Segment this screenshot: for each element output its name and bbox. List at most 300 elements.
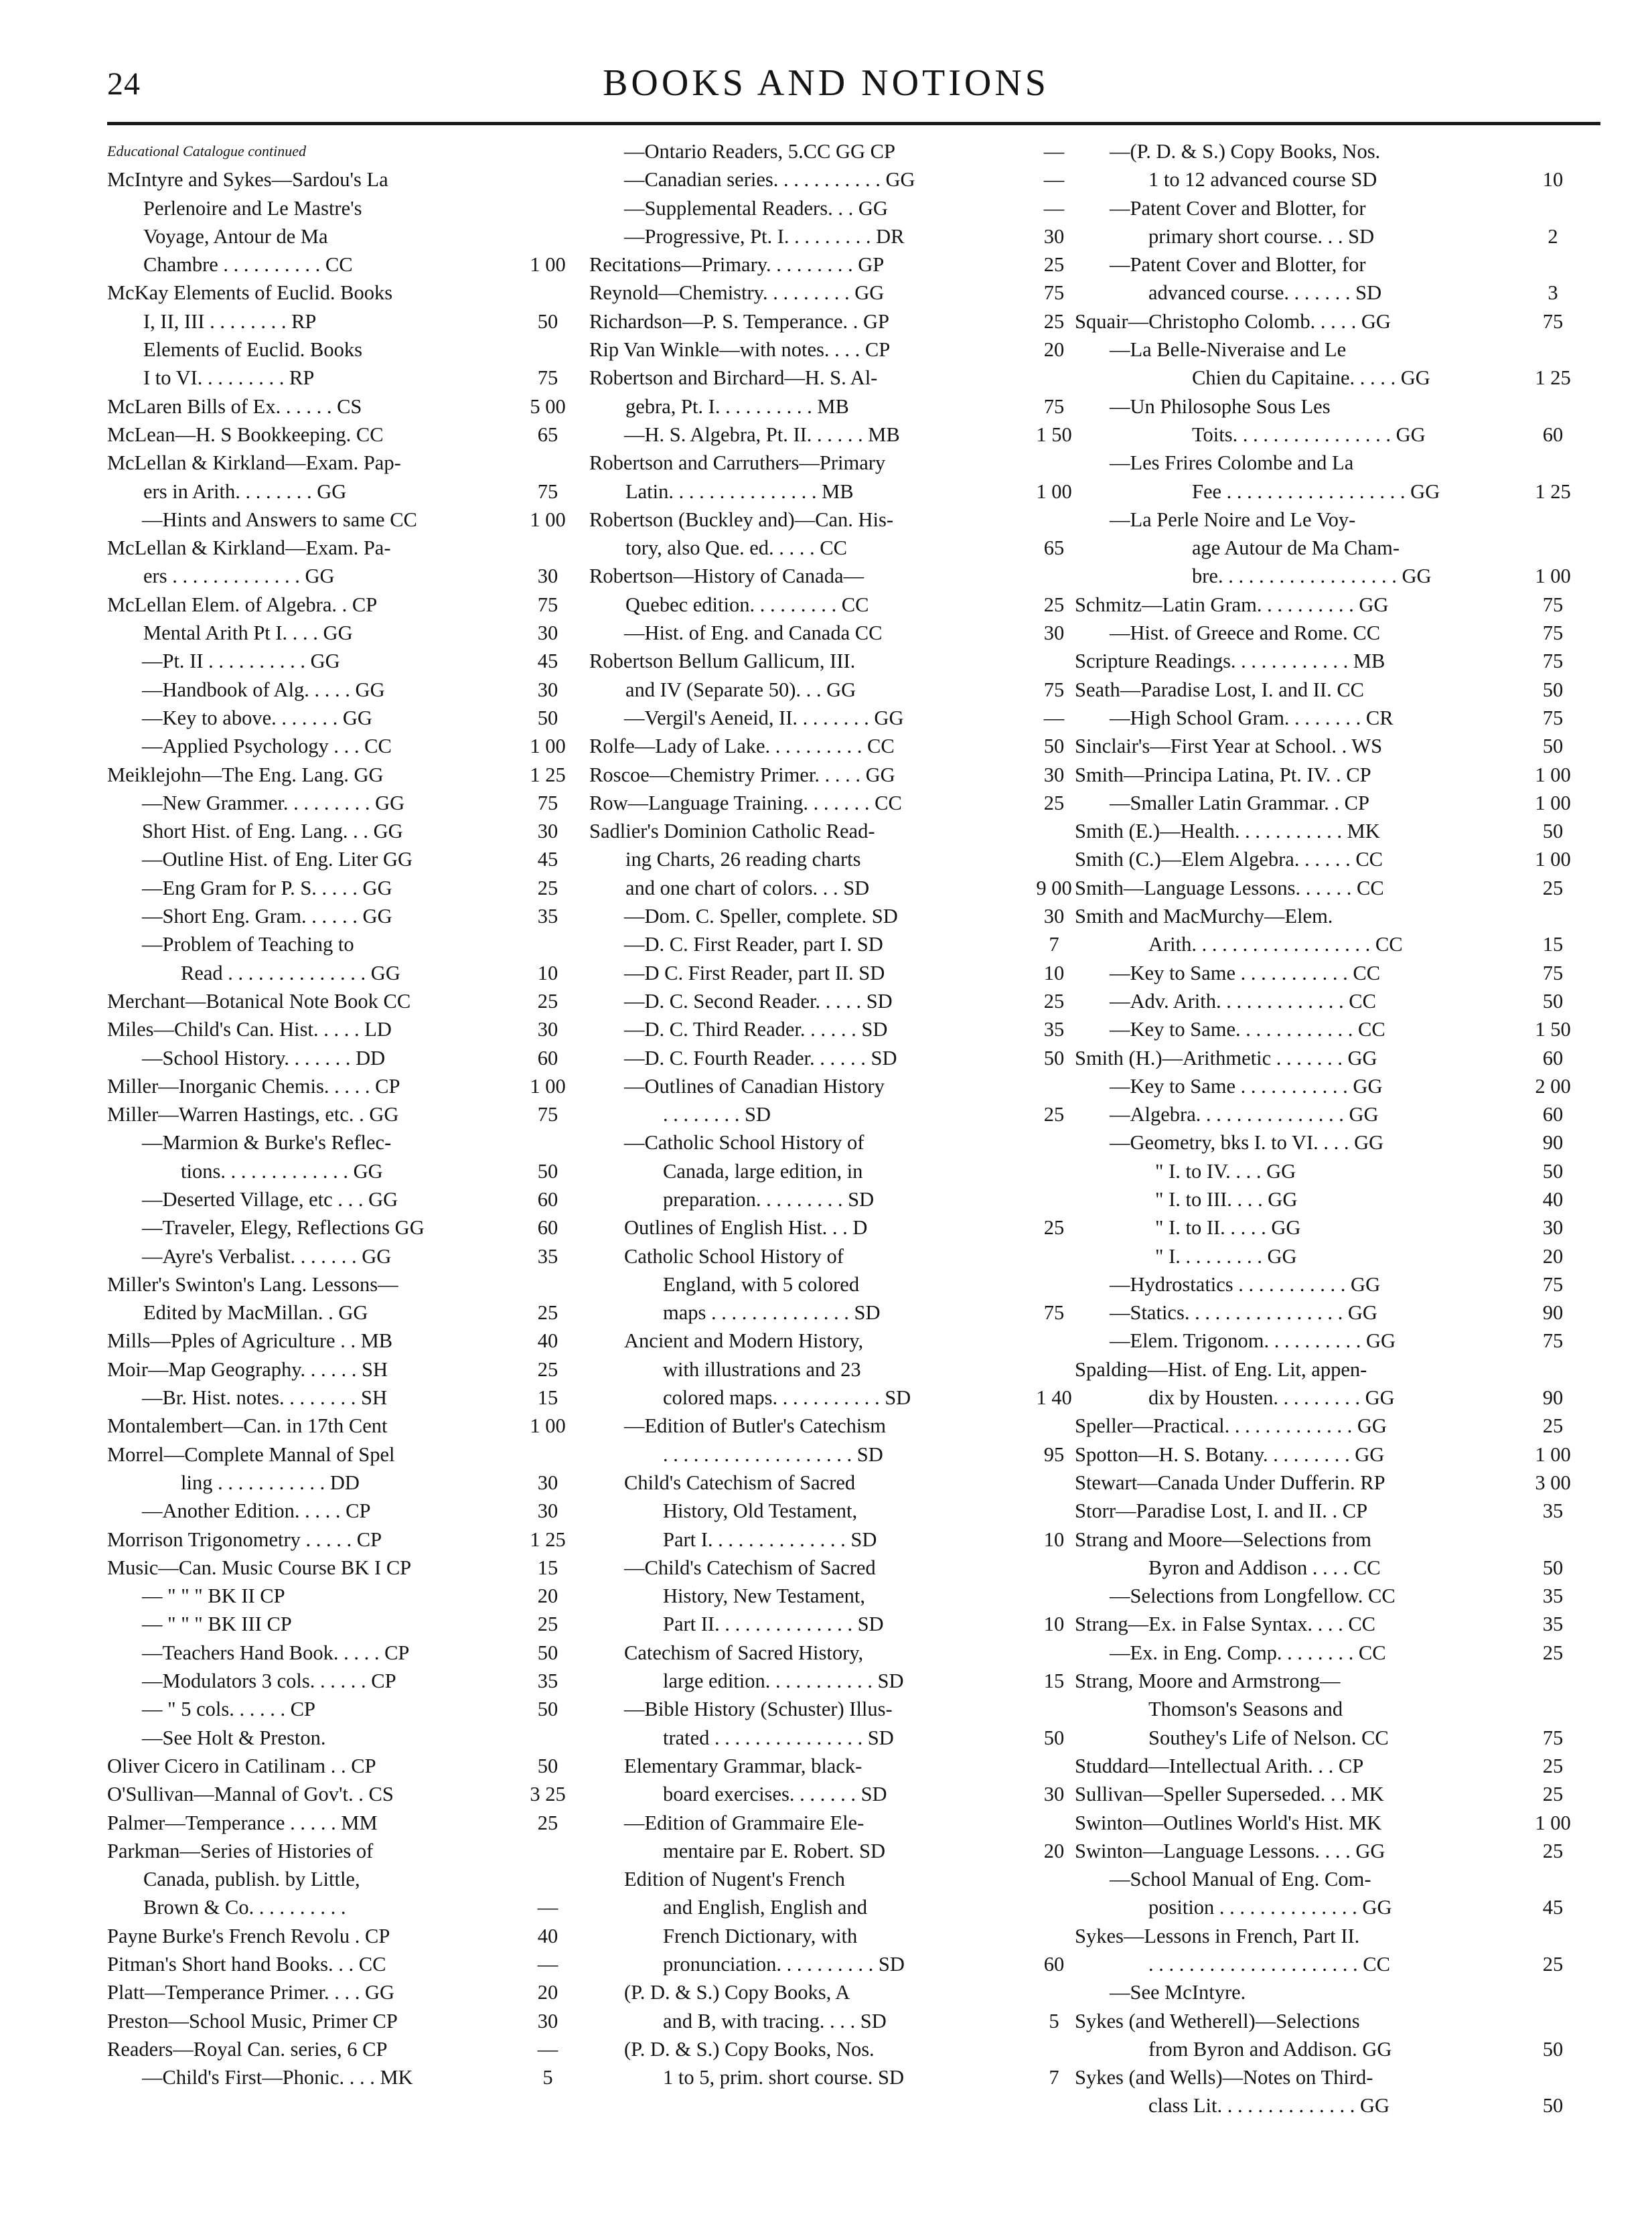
catalogue-entry [1075, 1355, 1584, 1384]
catalogue-entry [589, 704, 1085, 732]
catalogue-entry [589, 591, 1085, 619]
entry-title: —Eng Gram for P. S. . . . . GG [142, 876, 392, 899]
catalogue-entry [589, 2063, 1085, 2091]
entry-title: Miller—Warren Hastings, etc. . GG [107, 1103, 399, 1126]
catalogue-entry [589, 1639, 1085, 1667]
entry-title: Smith and MacMurchy—Elem. [1075, 905, 1333, 928]
entry-price: 7 [1049, 933, 1059, 956]
catalogue-entry [107, 1327, 576, 1355]
catalogue-entry [1075, 1015, 1584, 1043]
entry-price: 75 [1542, 1272, 1564, 1296]
entry-price: 75 [1542, 650, 1564, 673]
entry-price: 1 00 [1535, 1442, 1571, 1466]
entry-price: 25 [537, 876, 558, 899]
catalogue-entry [107, 761, 576, 789]
entry-title: Chambre . . . . . . . . . . CC [143, 253, 353, 277]
catalogue-entry [107, 1582, 576, 1610]
catalogue-entry [589, 761, 1085, 789]
entry-price: 30 [1043, 621, 1065, 645]
entry-price: 25 [1542, 1414, 1564, 1438]
catalogue-entry [589, 930, 1085, 958]
entry-price: 50 [537, 1698, 558, 1721]
entry-title: " I. to III. . . . GG [1155, 1187, 1298, 1211]
catalogue-entry [1075, 845, 1584, 873]
entry-price: 20 [537, 1584, 558, 1608]
catalogue-entry [107, 1667, 576, 1695]
entry-title: —Adv. Arith. . . . . . . . . . . . . CC [1110, 989, 1376, 1013]
catalogue-entry [1075, 789, 1584, 817]
catalogue-entry [589, 619, 1085, 647]
catalogue-entry [107, 506, 576, 534]
entry-price: 1 25 [530, 1528, 566, 1551]
catalogue-entry [1075, 1780, 1584, 1808]
entry-title: —Vergil's Aeneid, II. . . . . . . . GG [624, 706, 904, 729]
entry-price: 50 [537, 1159, 558, 1183]
entry-title: —Progressive, Pt. I. . . . . . . . . DR [624, 224, 905, 248]
catalogue-entry [107, 2063, 576, 2091]
catalogue-entry [589, 1044, 1085, 1072]
entry-title: Scripture Readings. . . . . . . . . . . . MB [1075, 650, 1385, 673]
entry-title: Platt—Temperance Primer. . . . GG [107, 1981, 394, 2004]
catalogue-entry [1075, 874, 1584, 902]
catalogue-entry [589, 2007, 1085, 2035]
entry-price: 50 [1542, 678, 1564, 701]
catalogue-entry [107, 307, 576, 336]
entry-price: 25 [1043, 309, 1065, 333]
catalogue-entry [1075, 336, 1584, 364]
entry-title: Swinton—Language Lessons. . . . GG [1075, 1839, 1385, 1862]
entry-price: 40 [537, 1329, 558, 1353]
entry-title: Row—Language Training. . . . . . . CC [589, 791, 902, 814]
entry-title: Sadlier's Dominion Catholic Read- [589, 820, 875, 843]
catalogue-entry [107, 845, 576, 873]
entry-title: McKay Elements of Euclid. Books [107, 281, 393, 305]
entry-price: 45 [537, 848, 558, 871]
catalogue-entry [589, 1752, 1085, 1780]
catalogue-entry [589, 1440, 1085, 1469]
entry-title: Parkman—Series of Histories of [107, 1839, 374, 1862]
catalogue-entry [589, 1469, 1085, 1497]
entry-price: 1 00 [1535, 791, 1571, 814]
entry-title: —New Grammer. . . . . . . . . GG [142, 791, 405, 814]
entry-price: 25 [537, 1811, 558, 1834]
entry-title: Recitations—Primary. . . . . . . . . GP [589, 253, 885, 277]
entry-title: dix by Housten. . . . . . . . . GG [1148, 1386, 1395, 1410]
entry-price: 75 [537, 791, 558, 814]
entry-title: Robertson Bellum Gallicum, III. [589, 650, 856, 673]
entry-title: —D C. First Reader, part II. SD [624, 961, 885, 984]
catalogue-entry [107, 165, 576, 194]
entry-title: board exercises. . . . . . . SD [663, 1783, 887, 1806]
entry-price: 50 [1043, 735, 1065, 758]
entry-title: trated . . . . . . . . . . . . . . . SD [663, 1726, 894, 1749]
entry-title: —Hist. of Greece and Rome. CC [1110, 621, 1381, 645]
entry-price: 25 [1043, 989, 1065, 1013]
entry-title: —See McIntyre. [1110, 1981, 1246, 2004]
catalogue-entry [107, 817, 576, 845]
catalogue-entry [107, 1412, 576, 1440]
entry-title: —H. S. Algebra, Pt. II. . . . . . MB [624, 423, 900, 446]
entry-title: advanced course. . . . . . . SD [1148, 281, 1382, 305]
catalogue-entry [1075, 1270, 1584, 1298]
entry-price: 1 50 [1535, 1018, 1571, 1041]
entry-title: Payne Burke's French Revolu . CP [107, 1924, 390, 1947]
catalogue-entry [1075, 2035, 1584, 2063]
catalogue-entry [589, 2035, 1085, 2063]
catalogue-entry [107, 1950, 576, 1978]
catalogue-entry [1075, 222, 1584, 250]
entry-title: Educational Catalogue continued [107, 143, 306, 159]
entry-title: Sykes (and Wells)—Notes on Third- [1075, 2066, 1373, 2089]
entry-price: 50 [537, 706, 558, 729]
catalogue-entry [589, 336, 1085, 364]
entry-title: Read . . . . . . . . . . . . . . GG [181, 961, 400, 984]
entry-price: 35 [537, 1244, 558, 1268]
catalogue-entry [1075, 1384, 1584, 1412]
entry-title: " I. . . . . . . . . GG [1155, 1244, 1297, 1268]
entry-price: 75 [1542, 309, 1564, 333]
entry-price: 7 [1049, 2066, 1059, 2089]
catalogue-entry [1075, 1922, 1584, 1950]
entry-title: ing Charts, 26 reading charts [625, 848, 861, 871]
catalogue-entry [1075, 307, 1584, 336]
catalogue-entry [1075, 477, 1584, 506]
entry-title: —Deserted Village, etc . . . GG [142, 1187, 398, 1211]
entry-price: 50 [1542, 2037, 1564, 2061]
entry-title: Perlenoire and Le Mastre's [143, 196, 362, 220]
catalogue-entry [107, 874, 576, 902]
catalogue-entry [1075, 364, 1584, 392]
entry-price: 1 00 [1535, 1811, 1571, 1834]
entry-price: 1 00 [530, 735, 566, 758]
entry-price: 10 [1043, 1528, 1065, 1551]
entry-title: pronunciation. . . . . . . . . . SD [663, 1953, 905, 1976]
entry-title: Spalding—Hist. of Eng. Lit, appen- [1075, 1357, 1367, 1381]
entry-title: preparation. . . . . . . . . SD [663, 1187, 875, 1211]
catalogue-entry [1075, 1667, 1584, 1695]
catalogue-entry [1075, 1978, 1584, 2006]
entry-price: 1 00 [530, 508, 566, 531]
entry-title: —Elem. Trigonom. . . . . . . . . . GG [1110, 1329, 1396, 1353]
entry-price: 1 00 [1535, 565, 1571, 588]
entry-title: Stewart—Canada Under Dufferin. RP [1075, 1471, 1385, 1494]
entry-price: 2 [1548, 224, 1558, 248]
catalogue-entry [589, 194, 1085, 222]
entry-title: —(P. D. & S.) Copy Books, Nos. [1110, 140, 1381, 163]
entry-price: 50 [1542, 735, 1564, 758]
entry-price: 75 [1542, 593, 1564, 616]
entry-price: — [1043, 706, 1065, 729]
entry-title: —Applied Psychology . . . CC [142, 735, 392, 758]
entry-price: 60 [1043, 1953, 1065, 1976]
catalogue-entry [107, 279, 576, 307]
catalogue-entry [1075, 1044, 1584, 1072]
entry-title: —Smaller Latin Grammar. . CP [1110, 791, 1369, 814]
entry-price: 1 50 [1036, 423, 1072, 446]
entry-title: and IV (Separate 50). . . GG [625, 678, 856, 701]
catalogue-entry [1075, 1865, 1584, 1893]
entry-title: —Problem of Teaching to [142, 933, 354, 956]
catalogue-entry [1075, 619, 1584, 647]
entry-title: —Outline Hist. of Eng. Liter GG [142, 848, 413, 871]
entry-price: 35 [1542, 1613, 1564, 1636]
entry-title: Catholic School History of [624, 1244, 844, 1268]
entry-title: —Teachers Hand Book. . . . . CP [142, 1641, 410, 1664]
entry-price: 25 [1542, 1641, 1564, 1664]
entry-title: —D. C. Second Reader. . . . . SD [624, 989, 893, 1013]
entry-price: 1 00 [1036, 479, 1072, 503]
catalogue-entry [107, 1072, 576, 1100]
entry-price: — [1043, 168, 1065, 192]
entry-title: Smith (H.)—Arithmetic . . . . . . . GG [1075, 1046, 1377, 1069]
catalogue-entry [1075, 1298, 1584, 1327]
entry-title: McIntyre and Sykes—Sardou's La [107, 168, 388, 192]
entry-price: 90 [1542, 1301, 1564, 1325]
catalogue-entry [1075, 279, 1584, 307]
catalogue-entry [107, 534, 576, 562]
entry-price: — [1043, 140, 1065, 163]
entry-title: Robertson—History of Canada— [589, 565, 864, 588]
entry-title: —La Belle-Niveraise and Le [1110, 338, 1347, 362]
entry-title: Reynold—Chemistry. . . . . . . . . GG [589, 281, 885, 305]
catalogue-entry [107, 2007, 576, 2035]
entry-title: —Un Philosophe Sous Les [1110, 394, 1331, 418]
catalogue-entry [1075, 1327, 1584, 1355]
entry-title: McLellan Elem. of Algebra. . CP [107, 593, 378, 616]
catalogue-entry [107, 987, 576, 1015]
entry-title: Preston—School Music, Primer CP [107, 2009, 398, 2032]
catalogue-entry [589, 421, 1085, 449]
page-number: 24 [107, 66, 141, 102]
entry-title: — " " " BK III CP [142, 1613, 292, 1636]
catalogue-entry [107, 222, 576, 250]
entry-price: 20 [1043, 1839, 1065, 1862]
entry-title: —Br. Hist. notes. . . . . . . . SH [142, 1386, 388, 1410]
entry-title: —Key to Same. . . . . . . . . . . . CC [1110, 1018, 1385, 1041]
catalogue-entry [107, 1526, 576, 1554]
catalogue-entry [107, 1752, 576, 1780]
catalogue-entry [589, 1412, 1085, 1440]
entry-title: —D. C. Fourth Reader. . . . . . SD [624, 1046, 897, 1069]
catalogue-entry [589, 477, 1085, 506]
entry-title: " I. to II. . . . . GG [1155, 1216, 1301, 1240]
catalogue-entry [589, 307, 1085, 336]
entry-price: 35 [537, 905, 558, 928]
entry-title: Toits. . . . . . . . . . . . . . . . GG [1192, 423, 1426, 446]
entry-title: primary short course. . . SD [1148, 224, 1375, 248]
catalogue-entry [107, 1213, 576, 1242]
entry-price: 30 [1043, 763, 1065, 786]
catalogue-entry [1075, 1752, 1584, 1780]
entry-price: 1 00 [1535, 848, 1571, 871]
catalogue-column-3 [1075, 137, 1584, 2120]
entry-price: 30 [1043, 905, 1065, 928]
entry-title: (P. D. & S.) Copy Books, Nos. [624, 2037, 875, 2061]
entry-price: 40 [1542, 1187, 1564, 1211]
entry-title: Part II. . . . . . . . . . . . . . SD [663, 1613, 884, 1636]
entry-title: Pitman's Short hand Books. . . CC [107, 1953, 386, 1976]
entry-price: 60 [537, 1216, 558, 1240]
header-rule [107, 122, 1600, 125]
entry-price: 1 25 [1535, 479, 1571, 503]
catalogue-column-2 [589, 137, 1085, 2091]
entry-title: Quebec edition. . . . . . . . . CC [625, 593, 869, 616]
catalogue-entry [1075, 1809, 1584, 1837]
entry-title: ers in Arith. . . . . . . . GG [143, 479, 347, 503]
entry-title: —School History. . . . . . . DD [142, 1046, 386, 1069]
entry-title: Spotton—H. S. Botany. . . . . . . . . GG [1075, 1442, 1385, 1466]
entry-title: Moir—Map Geography. . . . . . SH [107, 1357, 388, 1381]
entry-price: 1 00 [530, 1074, 566, 1098]
entry-title: Part I. . . . . . . . . . . . . . SD [663, 1528, 877, 1551]
catalogue-entry [589, 449, 1085, 477]
entry-title: Storr—Paradise Lost, I. and II. . CP [1075, 1499, 1368, 1523]
entry-price: 25 [1043, 253, 1065, 277]
entry-title: —Outlines of Canadian History [624, 1074, 885, 1098]
entry-title: colored maps. . . . . . . . . . . SD [663, 1386, 911, 1410]
entry-title: Schmitz—Latin Gram. . . . . . . . . . GG [1075, 593, 1389, 616]
entry-price: 60 [1542, 1046, 1564, 1069]
entry-title: —Marmion & Burke's Reflec- [142, 1131, 392, 1155]
catalogue-entry [1075, 1639, 1584, 1667]
entry-title: . . . . . . . . . . . . . . . . . . . SD [663, 1442, 883, 1466]
entry-price: 75 [537, 479, 558, 503]
entry-title: —Handbook of Alg. . . . . GG [142, 678, 385, 701]
entry-price: 75 [1043, 678, 1065, 701]
entry-title: Strang—Ex. in False Syntax. . . . CC [1075, 1613, 1376, 1636]
entry-price: 30 [537, 2009, 558, 2032]
entry-title: Miller's Swinton's Lang. Lessons— [107, 1272, 398, 1296]
entry-price: 65 [537, 423, 558, 446]
catalogue-entry [107, 392, 576, 421]
entry-title: —School Manual of Eng. Com- [1110, 1868, 1371, 1891]
catalogue-entry [589, 1922, 1085, 1950]
catalogue-entry [1075, 959, 1584, 987]
catalogue-entry [107, 1865, 576, 1893]
entry-title: McLean—H. S Bookkeeping. CC [107, 423, 384, 446]
catalogue-entry [589, 902, 1085, 930]
entry-price: 50 [1542, 820, 1564, 843]
catalogue-entry [589, 1384, 1085, 1412]
catalogue-entry [1075, 732, 1584, 760]
entry-title: Swinton—Outlines World's Hist. MK [1075, 1811, 1382, 1834]
catalogue-entry [589, 1298, 1085, 1327]
entry-title: Montalembert—Can. in 17th Cent [107, 1414, 388, 1438]
entry-title: —Hist. of Eng. and Canada CC [624, 621, 883, 645]
entry-price: 1 25 [1535, 366, 1571, 390]
catalogue-entry [1075, 562, 1584, 590]
entry-title: —Bible History (Schuster) Illus- [624, 1698, 893, 1721]
catalogue-entry [1075, 392, 1584, 421]
entry-title: —Canadian series. . . . . . . . . . . GG [624, 168, 915, 192]
entry-title: class Lit. . . . . . . . . . . . . . GG [1148, 2094, 1390, 2118]
entry-title: Squair—Christopho Colomb. . . . . GG [1075, 309, 1391, 333]
entry-title: Speller—Practical. . . . . . . . . . . . . GG [1075, 1414, 1387, 1438]
entry-title: and one chart of colors. . . SD [625, 876, 870, 899]
catalogue-entry [1075, 1100, 1584, 1128]
entry-title: —Algebra. . . . . . . . . . . . . . . GG [1110, 1103, 1379, 1126]
entry-price: — [537, 2037, 558, 2061]
catalogue-entry [107, 1185, 576, 1213]
catalogue-entry [589, 1582, 1085, 1610]
catalogue-entry [589, 732, 1085, 760]
entry-price: 1 25 [530, 763, 566, 786]
entry-price: 25 [1542, 876, 1564, 899]
entry-price: 30 [1043, 1783, 1065, 1806]
entry-price: 75 [1043, 1301, 1065, 1325]
catalogue-entry [107, 732, 576, 760]
entry-title: Palmer—Temperance . . . . . MM [107, 1811, 378, 1834]
entry-price: 30 [537, 1018, 558, 1041]
catalogue-entry [107, 1044, 576, 1072]
entry-title: Smith (E.)—Health. . . . . . . . . . . MK [1075, 820, 1380, 843]
catalogue-entry [1075, 1469, 1584, 1497]
catalogue-entry [589, 222, 1085, 250]
entry-price: 25 [1043, 1103, 1065, 1126]
entry-price: 90 [1542, 1386, 1564, 1410]
catalogue-entry [1075, 1695, 1584, 1723]
entry-title: . . . . . . . . . . . . . . . . . . . . . CC [1148, 1953, 1390, 1976]
entry-price: 75 [1542, 1329, 1564, 1353]
entry-price: 20 [537, 1981, 558, 2004]
catalogue-entry [107, 1978, 576, 2006]
entry-title: 1 to 12 advanced course SD [1148, 168, 1377, 192]
catalogue-entry [1075, 1724, 1584, 1752]
catalogue-entry [589, 1128, 1085, 1157]
catalogue-entry [1075, 1157, 1584, 1185]
catalogue-entry [107, 1809, 576, 1837]
catalogue-entry [107, 2035, 576, 2063]
entry-title: —Edition of Butler's Catechism [624, 1414, 886, 1438]
entry-price: 50 [1542, 1556, 1564, 1579]
entry-title: McLaren Bills of Ex. . . . . . CS [107, 394, 362, 418]
entry-title: tions. . . . . . . . . . . . . GG [181, 1159, 383, 1183]
catalogue-entry [589, 137, 1085, 165]
entry-title: Edited by MacMillan. . GG [143, 1301, 368, 1325]
entry-title: I to VI. . . . . . . . . RP [143, 366, 315, 390]
catalogue-entry [1075, 194, 1584, 222]
entry-price: 9 00 [1036, 876, 1072, 899]
entry-title: England, with 5 colored [663, 1272, 860, 1296]
entry-title: Child's Catechism of Sacred [624, 1471, 856, 1494]
catalogue-entry [1075, 1213, 1584, 1242]
entry-title: Canada, publish. by Little, [143, 1868, 360, 1891]
entry-price: 1 00 [530, 253, 566, 277]
entry-title: Elementary Grammar, black- [624, 1754, 862, 1777]
catalogue-entry [107, 1384, 576, 1412]
entry-title: Chien du Capitaine. . . . . GG [1192, 366, 1430, 390]
entry-title: — " " " BK II CP [142, 1584, 285, 1608]
entry-title: —Key to Same . . . . . . . . . . . CC [1110, 961, 1381, 984]
entry-price: 5 [542, 2066, 553, 2089]
catalogue-entry [107, 930, 576, 958]
entry-price: 75 [1542, 706, 1564, 729]
entry-title: position . . . . . . . . . . . . . . GG [1148, 1896, 1392, 1919]
entry-title: Sinclair's—First Year at School. . WS [1075, 735, 1383, 758]
catalogue-entry [107, 1128, 576, 1157]
entry-title: Roscoe—Chemistry Primer. . . . . GG [589, 763, 895, 786]
entry-title: Merchant—Botanical Note Book CC [107, 989, 411, 1013]
entry-price: 1 00 [530, 1414, 566, 1438]
entry-title: Robertson (Buckley and)—Can. His- [589, 508, 894, 531]
entry-title: Short Hist. of Eng. Lang. . . GG [142, 820, 403, 843]
entry-title: Ancient and Modern History, [624, 1329, 864, 1353]
catalogue-entry [589, 562, 1085, 590]
catalogue-entry [589, 1100, 1085, 1128]
catalogue-entry [589, 1185, 1085, 1213]
entry-title: and English, English and [663, 1896, 867, 1919]
entry-title: Fee . . . . . . . . . . . . . . . . . . GG [1192, 479, 1440, 503]
